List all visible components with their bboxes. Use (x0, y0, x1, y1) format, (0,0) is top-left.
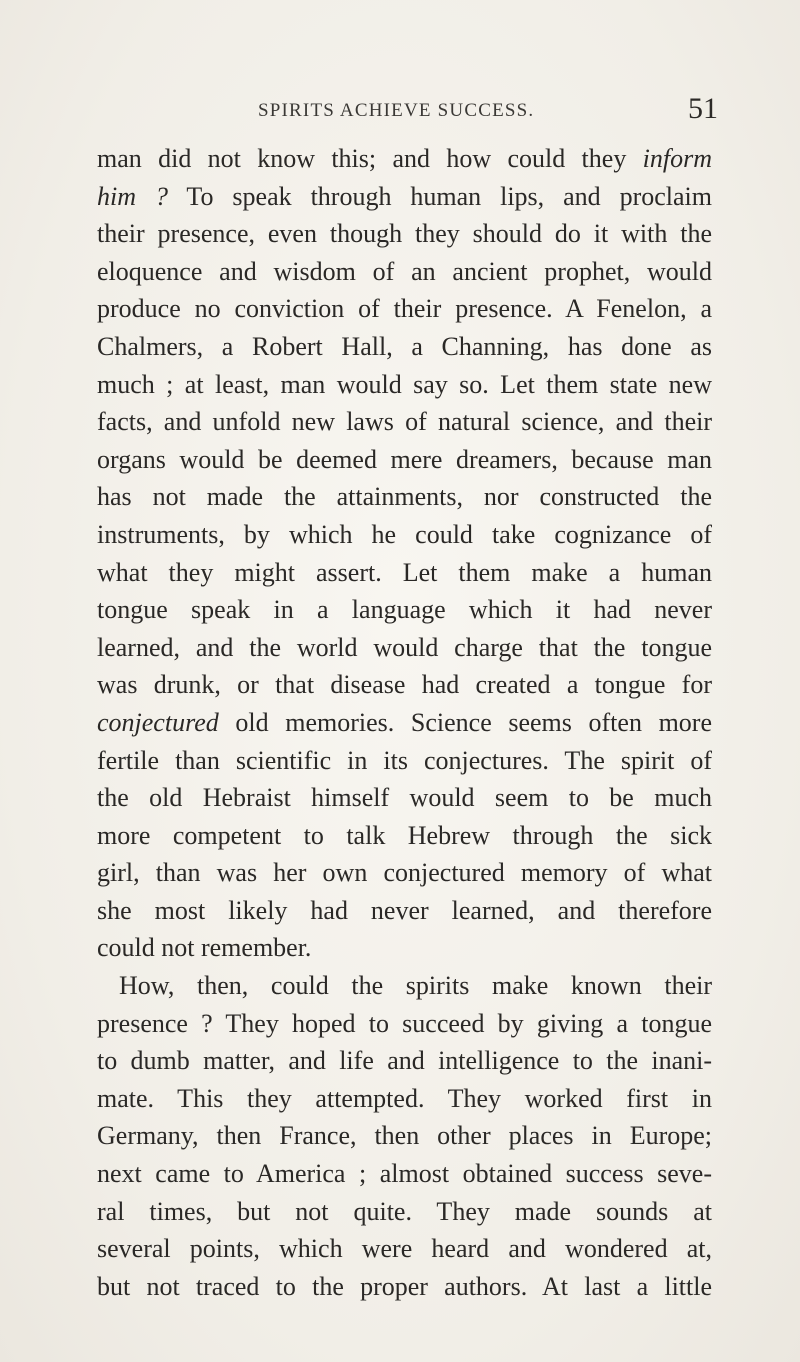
text-segment: Chalmers, a Robert Hall, a Channing, has done as (97, 331, 712, 361)
text-segment: could not remember. (97, 933, 312, 963)
text-line (97, 1230, 712, 1268)
italic-text: him ? (97, 181, 168, 211)
text-segment: several points, which were heard and wondered at, (97, 1234, 712, 1264)
text-segment: what they might assert. Let them make a human (97, 557, 712, 587)
italic-text: conjectured (97, 707, 219, 737)
text-segment: facts, and unfold new laws of natural science, and their (97, 407, 712, 437)
text-segment: ral times, but not quite. They made sounds at (97, 1196, 712, 1226)
text-line (97, 629, 712, 667)
text-segment: Germany, then France, then other places in Europe; (97, 1121, 712, 1151)
text-line (97, 1080, 712, 1118)
text-line (97, 403, 712, 441)
text-segment: to dumb matter, and life and intelligence to the inani- (97, 1046, 712, 1076)
text-segment: instruments, by which he could take cognizance of (97, 519, 712, 549)
text-line (97, 817, 712, 855)
text-line (97, 742, 712, 780)
text-line (97, 1193, 712, 1231)
text-line (97, 253, 712, 291)
text-segment: organs would be deemed mere dreamers, because man (97, 444, 712, 474)
text-line (97, 554, 712, 592)
text-segment: tongue speak in a language which it had never (97, 595, 712, 625)
text-line (97, 967, 712, 1005)
text-line (97, 1155, 712, 1193)
italic-text: inform (642, 144, 712, 173)
text-line (97, 290, 712, 328)
text-segment: man did not know this; and how could they (97, 144, 643, 173)
running-head (258, 90, 718, 130)
text-segment: How, then, could the spirits make known their (119, 971, 712, 1001)
text-segment: eloquence and wisdom of an ancient prophet, would (97, 256, 712, 286)
running-head-title: SPIRITS ACHIEVE SUCCESS. (258, 100, 535, 121)
text-segment: old memories. Science seems often more (218, 707, 712, 737)
text-line (97, 892, 712, 930)
text-line (97, 779, 712, 817)
text-segment: girl, than was her own conjectured memory of what (97, 858, 712, 888)
body-text (97, 140, 712, 1305)
text-segment: To speak through human lips, and proclaim (167, 181, 712, 211)
text-segment: the old Hebraist himself would seem to be much (97, 783, 712, 813)
text-line (97, 929, 712, 967)
text-segment: fertile than scientific in its conjectures. The spirit of (97, 745, 712, 775)
text-line (97, 1042, 712, 1080)
text-segment: more competent to talk Hebrew through the sick (97, 820, 712, 850)
text-segment: has not made the attainments, nor constructed the (97, 482, 712, 512)
text-segment: presence ? They hoped to succeed by giving a tongue (97, 1008, 712, 1038)
text-line (97, 441, 712, 479)
text-line (97, 516, 712, 554)
text-line (97, 1117, 712, 1155)
text-line (97, 328, 712, 366)
text-line (97, 178, 712, 216)
text-line (97, 854, 712, 892)
text-line (97, 704, 712, 742)
text-segment: learned, and the world would charge that the tongue (97, 632, 712, 662)
text-line (97, 366, 712, 404)
page-number: 51 (688, 92, 718, 125)
text-line (97, 140, 712, 178)
text-segment: but not traced to the proper authors. At last a little (97, 1271, 712, 1301)
text-segment: was drunk, or that disease had created a tongue for (97, 670, 712, 700)
text-segment: their presence, even though they should do it with the (97, 219, 712, 249)
text-line (97, 215, 712, 253)
text-segment: she most likely had never learned, and therefore (97, 895, 712, 925)
text-line (97, 591, 712, 629)
text-line (97, 666, 712, 704)
text-segment: mate. This they attempted. They worked first in (97, 1083, 712, 1113)
text-line (97, 478, 712, 516)
text-line (97, 1268, 712, 1306)
text-segment: much ; at least, man would say so. Let them state new (97, 369, 712, 399)
text-segment: next came to America ; almost obtained success seve- (97, 1159, 712, 1189)
text-segment: produce no conviction of their presence. A Fenelon, a (97, 294, 712, 324)
text-line (97, 1005, 712, 1043)
